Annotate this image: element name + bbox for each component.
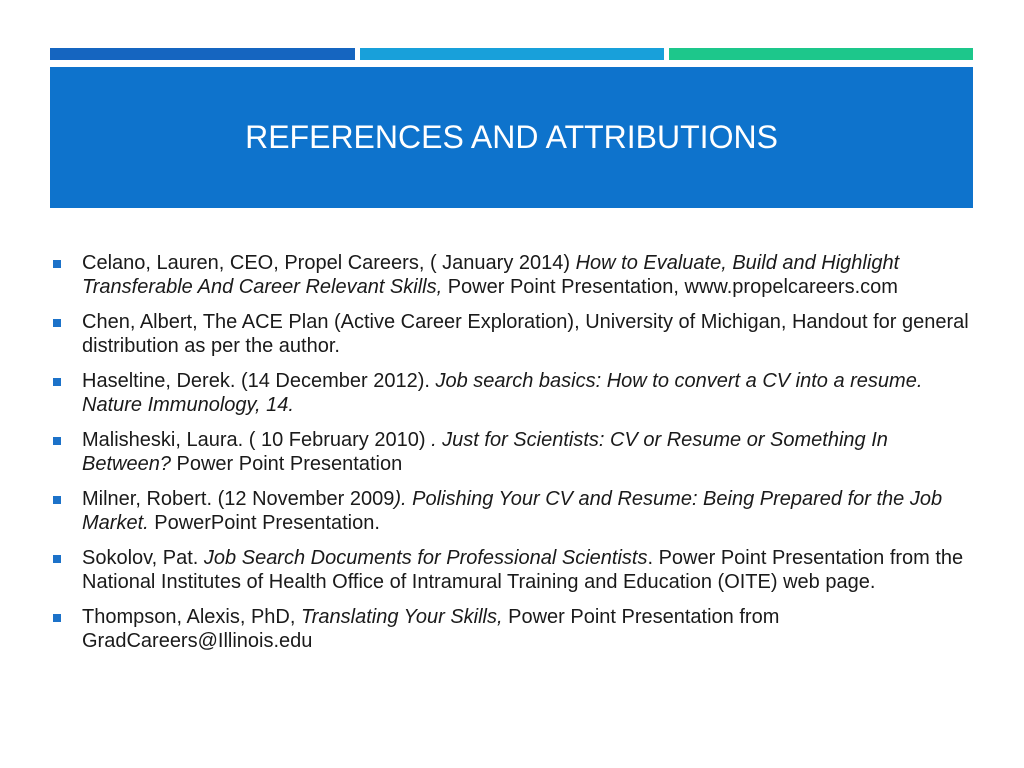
list-item <box>50 488 980 535</box>
reference-text: Sokolov, Pat. <box>82 547 204 569</box>
list-item <box>50 606 980 653</box>
list-item <box>50 311 980 358</box>
reference-title: . Just for Scientists: CV or Resume or Something In Between? <box>82 429 888 475</box>
reference-text: Malisheski, Laura. ( 10 February 2010) <box>82 429 432 451</box>
bullet-square-icon <box>53 319 61 327</box>
reference-text: Chen, Albert, The ACE Plan (Active Career Exploration), University of Michigan, Handout for general distribution as per the author. <box>82 311 969 357</box>
accent-stripe-blue <box>50 48 355 60</box>
title-band <box>50 67 973 208</box>
reference-text: PowerPoint Presentation. <box>148 511 380 534</box>
bullet-square-icon <box>53 555 61 563</box>
references-list-container <box>50 252 980 665</box>
bullet-square-icon <box>53 260 61 268</box>
list-item <box>50 429 980 476</box>
list-item <box>50 547 980 594</box>
reference-title: How to Evaluate, Build and Highlight Transferable And Career Relevant Skills, <box>82 252 900 298</box>
reference-title: Job search basics: How to convert a CV into a resume. Nature Immunology, 14. <box>82 370 923 416</box>
list-item <box>50 252 980 299</box>
reference-text: Power Point Presentation from GradCareers@Illinois.edu <box>82 606 780 652</box>
list-item <box>50 370 980 417</box>
bullet-square-icon <box>53 378 61 386</box>
references-list <box>50 252 980 653</box>
slide-title: REFERENCES AND ATTRIBUTIONS <box>245 119 778 155</box>
reference-title: Job Search Documents for Professional Scientists <box>203 547 648 569</box>
reference-text: Power Point Presentation, www.propelcareers.com <box>442 275 898 298</box>
bullet-square-icon <box>53 496 61 504</box>
accent-stripe-green <box>669 48 973 60</box>
reference-text: . Power Point Presentation from the National Institutes of Health Office of Intramural Training and Education (OITE) web page. <box>82 547 964 593</box>
reference-title: ). Polishing Your CV and Resume: Being Prepared for the Job Market. <box>82 488 943 534</box>
bullet-square-icon <box>53 614 61 622</box>
reference-text: Thompson, Alexis, PhD, <box>82 606 301 628</box>
reference-text: Haseltine, Derek. (14 December 2012). <box>82 370 436 392</box>
reference-text: Celano, Lauren, CEO, Propel Careers, ( January 2014) <box>82 252 576 274</box>
reference-text: Milner, Robert. (12 November 2009 <box>82 488 395 510</box>
reference-text: Power Point Presentation <box>170 452 403 475</box>
accent-stripe-cyan <box>360 48 664 60</box>
reference-title: Translating Your Skills, <box>300 606 503 628</box>
bullet-square-icon <box>53 437 61 445</box>
